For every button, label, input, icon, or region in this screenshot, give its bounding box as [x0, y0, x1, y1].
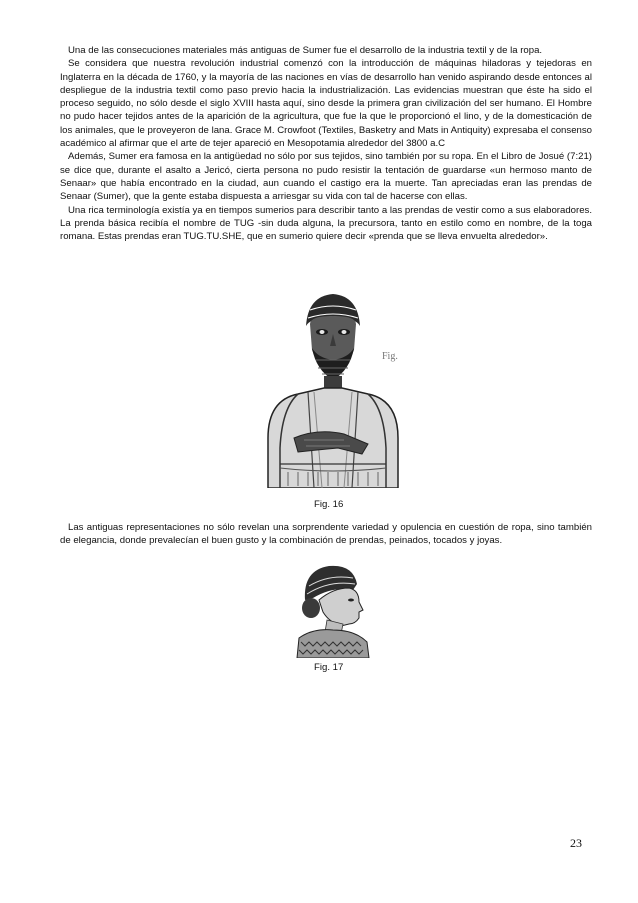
paragraph: Una rica terminología existía ya en tiempos sumerios para describir tanto a las prendas de vestir como a sus elaboradores. La prenda básica recibía el nombre de TUG -sin duda alguna, la precursora, tanto en estilo como en nombre, de la toga romana. Estas prendas eran TUG.TU.SHE, que en sumerio quiere decir «prenda que se lleva envuelta alrededor». — [60, 204, 592, 243]
figure-16-sumerian-bust — [258, 288, 408, 488]
figure-17-sumerian-head-profile — [293, 560, 373, 658]
figure-17-caption: Fig. 17 — [314, 662, 344, 673]
page-number: 23 — [570, 836, 582, 850]
paragraph: Además, Sumer era famosa en la antigüedad no sólo por sus tejidos, sino también por su ropa. En el Libro de Josué (7:21) se dice que, durante el asalto a Jericó, cierta persona no pudo resistir la tentación de guardarse «un hermoso manto de Senaar» que había encontrado en la ciudad, aun cuando el castigo era la muerte. Tan apreciadas eran las prendas de Senaar (Sumer), que la gente estaba dispuesta a arriesgar su vida con tal de hacerse con ellas. — [60, 151, 592, 203]
text-block-bottom — [60, 521, 592, 548]
text-block-top — [60, 44, 592, 243]
paragraph: Una de las consecuciones materiales más antiguas de Sumer fue el desarrollo de la industria textil y de la ropa. — [68, 45, 543, 56]
paragraph: Las antiguas representaciones no sólo revelan una sorprendente variedad y opulencia en cuestión de ropa, sino también de elegancia, donde prevalecían el buen gusto y la combinación de prendas, peinados, tocados y joyas. — [60, 522, 592, 547]
figure-mark: Fig. — [382, 351, 398, 362]
paragraph: Se considera que nuestra revolución industrial comenzó con la introducción de máquinas hiladoras y tejedoras en Inglaterra en la década de 1760, y la mayoría de las naciones en vías de desarrollo han venido aspirando desde entonces al despliegue de la industria textil como paso previo hacia la industrialización. Las evidencias muestran que éste ha sido el proceso seguido, no sólo desde el siglo XVIII hasta aquí, sino desde la primera gran civilización del ser humano. El Hombre no pudo hacer tejidos antes de la aparición de la agricultura, que fue la que le proporcionó el lino, y de la domesticación de los animales, que le proveyeron de lana. Grace M. Crowfoot (Textiles, Basketry and Mats in Antiquity) expresaba el consenso académico al afirmar que el arte de tejer apareció en Mesopotamia alrededor del 3800 a.C — [60, 58, 592, 150]
figure-16-caption: Fig. 16 — [314, 499, 344, 510]
